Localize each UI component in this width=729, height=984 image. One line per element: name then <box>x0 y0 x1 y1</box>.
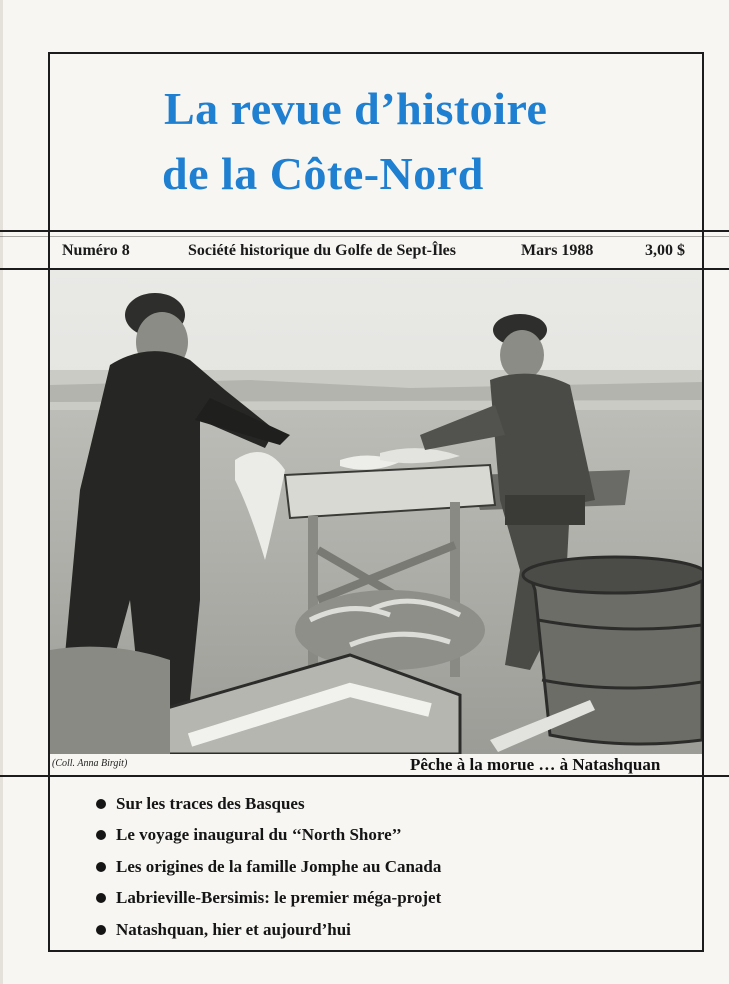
journal-title-line-2: de la Côte-Nord <box>162 148 484 199</box>
publisher-name: Société historique du Golfe de Sept-Îles <box>188 242 456 259</box>
contents-item-label: Natashquan, hier et aujourd’hui <box>116 919 351 939</box>
photo-caption: Pêche à la morue … à Natashquan <box>410 755 661 774</box>
issue-price: 3,00 $ <box>645 242 685 259</box>
bullet-icon <box>96 862 106 872</box>
contents-item <box>96 851 696 883</box>
issue-date: Mars 1988 <box>521 242 594 259</box>
bullet-icon <box>96 925 106 935</box>
contents-item <box>96 788 696 820</box>
issue-number: Numéro 8 <box>62 242 130 259</box>
contents-item <box>96 914 696 946</box>
contents-item-label: Les origines de la famille Jomphe au Canada <box>116 856 442 876</box>
contents-item <box>96 883 696 915</box>
masthead-top-rule <box>0 230 729 232</box>
bullet-icon <box>96 830 106 840</box>
contents-item-label: Labrieville-Bersimis: le premier méga-projet <box>116 888 442 908</box>
contents-item <box>96 820 696 852</box>
contents-item-label: Sur les traces des Basques <box>116 793 305 813</box>
fishermen-photo-illustration <box>50 270 702 754</box>
bullet-icon <box>96 799 106 809</box>
journal-title-line-1: La revue d’histoire <box>164 83 548 134</box>
masthead-inner-rule <box>0 236 729 237</box>
contents-top-rule <box>0 775 729 777</box>
title-block <box>50 54 702 230</box>
contents-list <box>96 788 696 946</box>
masthead-bar <box>50 238 700 266</box>
contents-item-label: Le voyage inaugural du ‘‘North Shore’’ <box>116 825 402 845</box>
bullet-icon <box>96 893 106 903</box>
page-edge <box>0 0 3 984</box>
cover-photo <box>50 270 702 754</box>
photo-credit: (Coll. Anna Birgit) <box>52 758 128 769</box>
